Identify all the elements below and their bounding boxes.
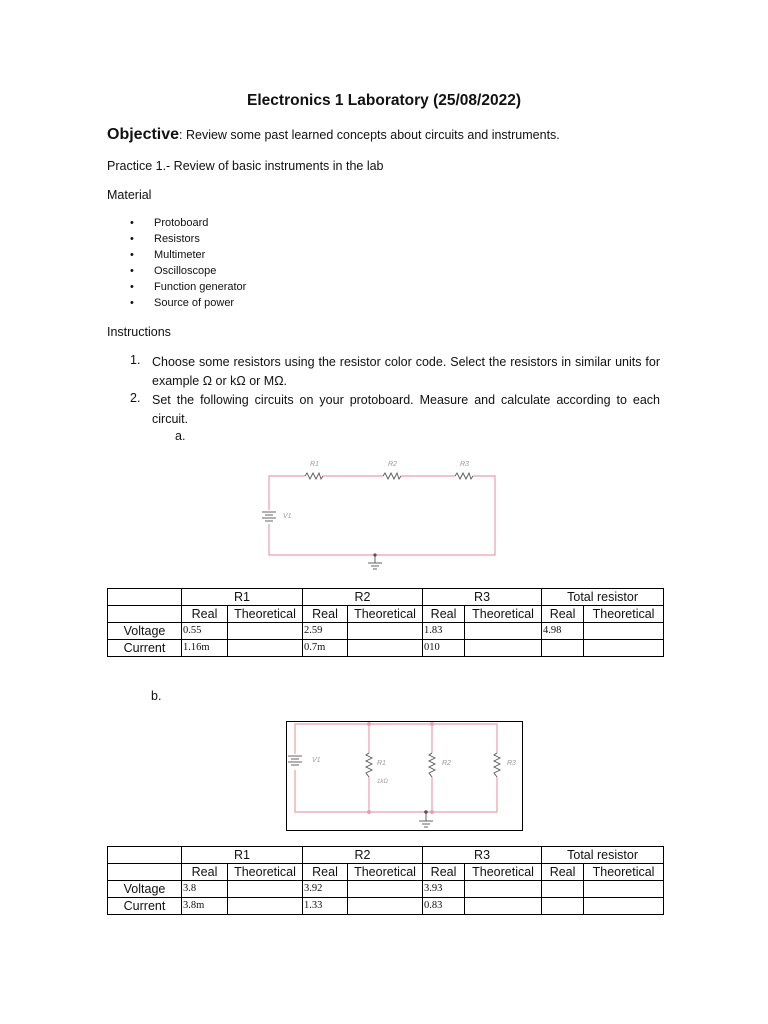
- label-r3: R3: [460, 461, 469, 468]
- table-b-subheader-row: [108, 864, 664, 881]
- objective-label: Objective: [107, 126, 180, 143]
- circuit-b-frame: [287, 722, 523, 831]
- label-v1: V1: [312, 757, 321, 764]
- instruction-number-1: 1.: [130, 353, 141, 367]
- table-b-subheader-blank: [108, 864, 182, 881]
- table-a-subheader: Theoretical: [228, 606, 303, 623]
- table-a-subheader: Theoretical: [584, 606, 664, 623]
- table-b-row-current: [108, 898, 664, 915]
- table-b-cell: 0.83: [423, 898, 465, 915]
- table-b-cell: [348, 898, 423, 915]
- table-a-subheader: Theoretical: [465, 606, 542, 623]
- table-b-subheader: Real: [542, 864, 584, 881]
- table-a-cell: [584, 623, 664, 640]
- table-a-cell: 1.16m: [182, 640, 228, 657]
- table-a-subheader: Theoretical: [348, 606, 423, 623]
- table-a-cell: 010: [423, 640, 465, 657]
- table-b-row-label: Current: [108, 898, 182, 915]
- table-b-subheader: Theoretical: [228, 864, 303, 881]
- table-a-row-voltage: [108, 623, 664, 640]
- table-b-cell: [228, 881, 303, 898]
- instruction-text-1: Choose some resistors using the resistor color code. Select the resistors in similar units for example Ω or kΩ or MΩ.: [152, 355, 660, 388]
- table-b-row-voltage: [108, 881, 664, 898]
- ground-node: [373, 553, 376, 556]
- battery-v1-symbol: [262, 512, 276, 521]
- table-a-group-r1: R1: [182, 589, 303, 606]
- table-b-cell: 1.33: [303, 898, 348, 915]
- table-a-cell: [228, 623, 303, 640]
- material-item-5: • Source of power: [130, 297, 235, 309]
- table-b-subheader: Real: [182, 864, 228, 881]
- table-b-cell: [228, 898, 303, 915]
- table-b-subheader: Real: [423, 864, 465, 881]
- table-b-row-label: Voltage: [108, 881, 182, 898]
- table-a-row-label: Voltage: [108, 623, 182, 640]
- table-b-cell: 3.93: [423, 881, 465, 898]
- table-b-cell: [584, 898, 664, 915]
- resistor-r3-symbol: [494, 753, 500, 777]
- table-a-cell: 4.98: [542, 623, 584, 640]
- table-b-subheader: Theoretical: [584, 864, 664, 881]
- table-a-row-label: Current: [108, 640, 182, 657]
- table-a-cell: 2.59: [303, 623, 348, 640]
- label-r1: R1: [377, 760, 386, 767]
- label-v1: V1: [283, 513, 292, 520]
- table-a-group-r2: R2: [303, 589, 423, 606]
- table-a-subheader: Real: [423, 606, 465, 623]
- table-a-subheader: Real: [303, 606, 348, 623]
- table-b-cell: [584, 881, 664, 898]
- table-a-cell: 0.55: [182, 623, 228, 640]
- table-a-cell: [584, 640, 664, 657]
- material-item-0: • Protoboard: [130, 217, 209, 229]
- material-item-4: • Function generator: [130, 281, 247, 293]
- table-b-cell: [465, 898, 542, 915]
- table-a-header-row: [108, 589, 664, 606]
- label-r2: R2: [388, 461, 397, 468]
- instructions-heading: Instructions: [107, 325, 171, 339]
- material-heading: Material: [107, 188, 152, 202]
- material-item-2: • Multimeter: [130, 249, 206, 261]
- table-a-cell: 1.83: [423, 623, 465, 640]
- resistor-r2-symbol: [383, 473, 401, 479]
- measurement-table-b: [107, 846, 664, 915]
- practice-heading: Practice 1.- Review of basic instruments in the lab: [107, 159, 384, 173]
- measurement-table-a: [107, 588, 664, 657]
- circuit-b-wires: [295, 724, 497, 812]
- table-a-cell: [348, 623, 423, 640]
- resistor-r1-symbol: [366, 753, 372, 777]
- table-b-cell: [465, 881, 542, 898]
- table-a-subheader: Real: [542, 606, 584, 623]
- label-r1-value: 1kΩ: [377, 779, 388, 785]
- table-a-cell: [228, 640, 303, 657]
- table-b-cell: 3.92: [303, 881, 348, 898]
- table-a-cell: [348, 640, 423, 657]
- resistor-r1-symbol: [305, 473, 323, 479]
- table-b-group-total: Total resistor: [542, 847, 664, 864]
- table-b-cell: [542, 898, 584, 915]
- table-b-group-r2: R2: [303, 847, 423, 864]
- objective-text: : Review some past learned concepts about circuits and instruments.: [179, 128, 560, 142]
- sub-label-b: b.: [151, 689, 162, 703]
- ground-symbol: [368, 555, 382, 569]
- series-circuit-diagram: [255, 452, 505, 577]
- table-a-cell: [465, 640, 542, 657]
- table-b-subheader: Theoretical: [465, 864, 542, 881]
- table-b-group-r3: R3: [423, 847, 542, 864]
- objective-line: [107, 126, 560, 144]
- table-a-subheader: Real: [182, 606, 228, 623]
- ground-node: [424, 810, 428, 814]
- table-b-subheader: Theoretical: [348, 864, 423, 881]
- table-a-row-current: [108, 640, 664, 657]
- table-a-cell: 0.7m: [303, 640, 348, 657]
- table-b-cell: [348, 881, 423, 898]
- table-b-corner: [108, 847, 182, 864]
- sub-label-a: a.: [175, 429, 186, 443]
- ground-symbol: [419, 812, 433, 827]
- table-b-cell: 3.8: [182, 881, 228, 898]
- table-b-header-row: [108, 847, 664, 864]
- table-b-cell: 3.8m: [182, 898, 228, 915]
- table-a-group-r3: R3: [423, 589, 542, 606]
- document-title: Electronics 1 Laboratory (25/08/2022): [247, 92, 521, 109]
- table-a-subheader-blank: [108, 606, 182, 623]
- material-item-1: • Resistors: [130, 233, 200, 245]
- table-a-subheader-row: [108, 606, 664, 623]
- label-r2: R2: [442, 760, 451, 767]
- battery-v1-symbol: [288, 756, 302, 765]
- table-b-group-r1: R1: [182, 847, 303, 864]
- table-b-cell: [542, 881, 584, 898]
- resistor-r2-symbol: [429, 753, 435, 777]
- table-a-corner: [108, 589, 182, 606]
- parallel-circuit-diagram: [285, 720, 527, 835]
- circuit-a-wires: [269, 476, 495, 555]
- label-r3: R3: [507, 760, 516, 767]
- circuit-b-junctions: [367, 722, 434, 814]
- label-r1: R1: [310, 461, 319, 468]
- table-a-group-total: Total resistor: [542, 589, 664, 606]
- table-a-cell: [465, 623, 542, 640]
- instruction-number-2: 2.: [130, 391, 141, 405]
- resistor-r3-symbol: [455, 473, 473, 479]
- material-item-3: • Oscilloscope: [130, 265, 217, 277]
- table-a-cell: [542, 640, 584, 657]
- table-b-subheader: Real: [303, 864, 348, 881]
- instruction-text-2: Set the following circuits on your protoboard. Measure and calculate according to each circuit.: [152, 393, 660, 426]
